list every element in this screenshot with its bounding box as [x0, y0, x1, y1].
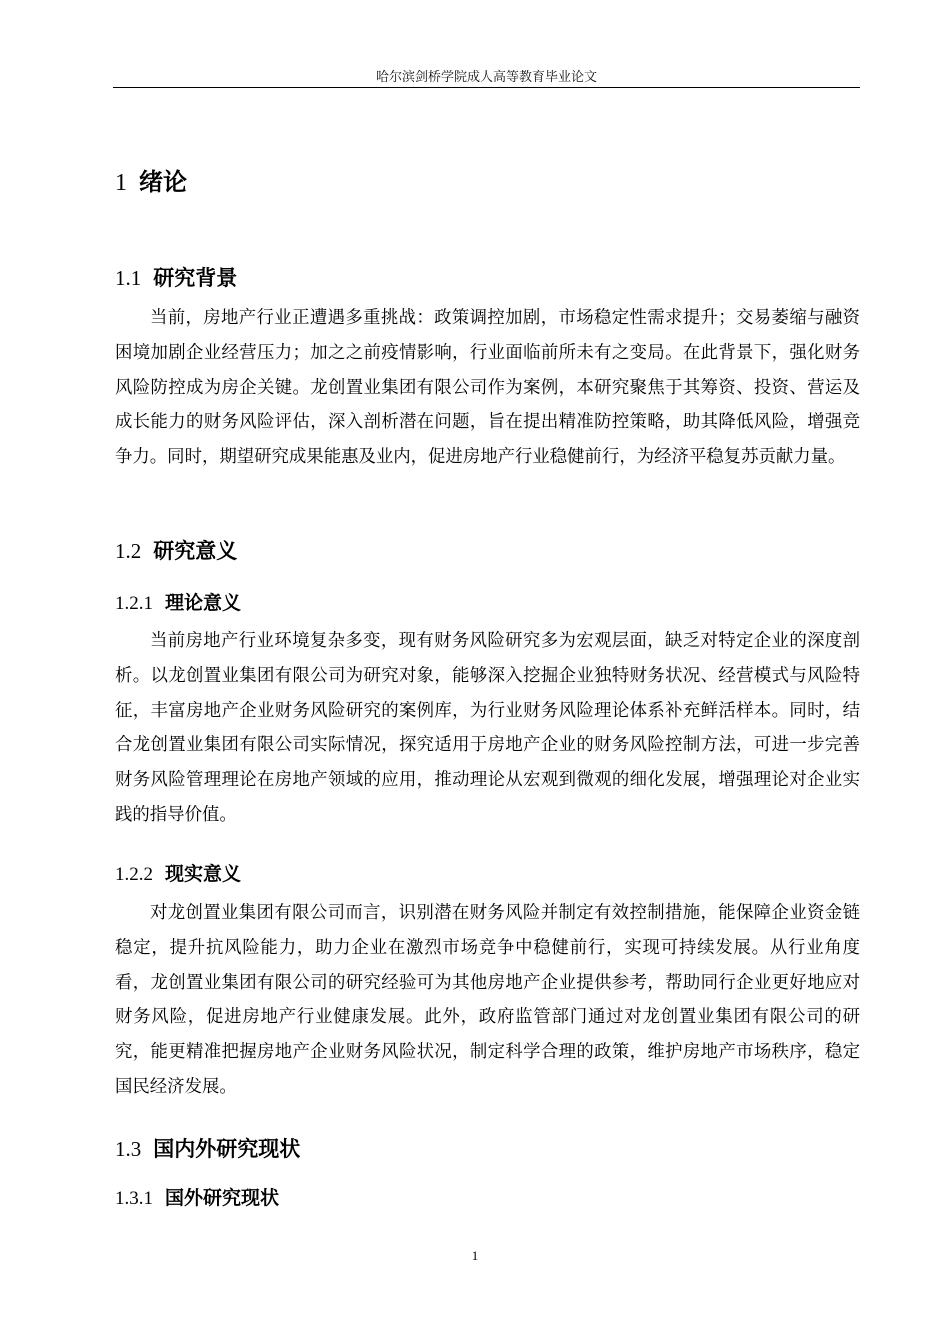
- section-title: 国内外研究现状: [153, 1137, 301, 1161]
- subsection-heading-1-2-2: [115, 859, 241, 886]
- section-title: 研究意义: [153, 539, 238, 563]
- subsection-heading-1-2-1: [115, 588, 241, 615]
- chapter-heading: [115, 162, 187, 197]
- section-number: 1.3: [115, 1137, 142, 1161]
- subsection-number: 1.2.1: [115, 593, 153, 614]
- subsection-number: 1.3.1: [115, 1188, 153, 1209]
- subsection-title: 理论意义: [165, 592, 242, 614]
- section-heading-1-3: [115, 1133, 300, 1163]
- section-number: 1.2: [115, 539, 142, 563]
- chapter-number: 1: [115, 170, 127, 196]
- section-number: 1.1: [115, 266, 142, 290]
- running-header: 哈尔滨剑桥学院成人高等教育毕业论文: [375, 70, 597, 85]
- subsection-title: 国外研究现状: [165, 1187, 280, 1209]
- chapter-title: 绪论: [139, 168, 187, 196]
- section-heading-1-1: [115, 262, 237, 292]
- subsection-number: 1.2.2: [115, 864, 153, 885]
- paragraph-practical-significance: 对龙创置业集团有限公司而言，识别潜在财务风险并制定有效控制措施，能保障企业资金链稳定，提升抗风险能力，助力企业在激烈市场竞争中稳健前行，实现可持续发展。从行业角度看，龙创置业集团有限公司的研究经验可为其他房地产企业提供参考，帮助同行企业更好地应对财务风险，促进房地产行业健康发展。此外，政府监管部门通过对龙创置业集团有限公司的研究，能更精准把握房地产企业财务风险状况，制定科学合理的政策，维护房地产市场秩序，稳定国民经济发展。: [115, 903, 860, 1097]
- page-number: 1: [471, 1248, 479, 1263]
- subsection-heading-1-3-1: [115, 1183, 279, 1210]
- subsection-title: 现实意义: [165, 863, 242, 885]
- header-divider: [113, 87, 860, 88]
- section-heading-1-2: [115, 535, 237, 565]
- paragraph-theoretical-significance: 当前房地产行业环境复杂多变，现有财务风险研究多为宏观层面，缺乏对特定企业的深度剖析。以龙创置业集团有限公司为研究对象，能够深入挖掘企业独特财务状况、经营模式与风险特征，丰富房地产企业财务风险研究的案例库，为行业财务风险理论体系补充鲜活样本。同时，结合龙创置业集团有限公司实际情况，探究适用于房地产企业的财务风险控制方法，可进一步完善财务风险管理理论在房地产领域的应用，推动理论从宏观到微观的细化发展，增强理论对企业实践的指导价值。: [115, 631, 860, 825]
- section-title: 研究背景: [153, 266, 238, 290]
- paragraph-research-background: 当前，房地产行业正遭遇多重挑战：政策调控加剧，市场稳定性需求提升；交易萎缩与融资困境加剧企业经营压力；加之之前疫情影响，行业面临前所未有之变局。在此背景下，强化财务风险防控成为房企关键。龙创置业集团有限公司作为案例，本研究聚焦于其筹资、投资、营运及成长能力的财务风险评估，深入剖析潜在问题，旨在提出精准防控策略，助其降低风险，增强竞争力。同时，期望研究成果能惠及业内，促进房地产行业稳健前行，为经济平稳复苏贡献力量。: [115, 308, 860, 468]
